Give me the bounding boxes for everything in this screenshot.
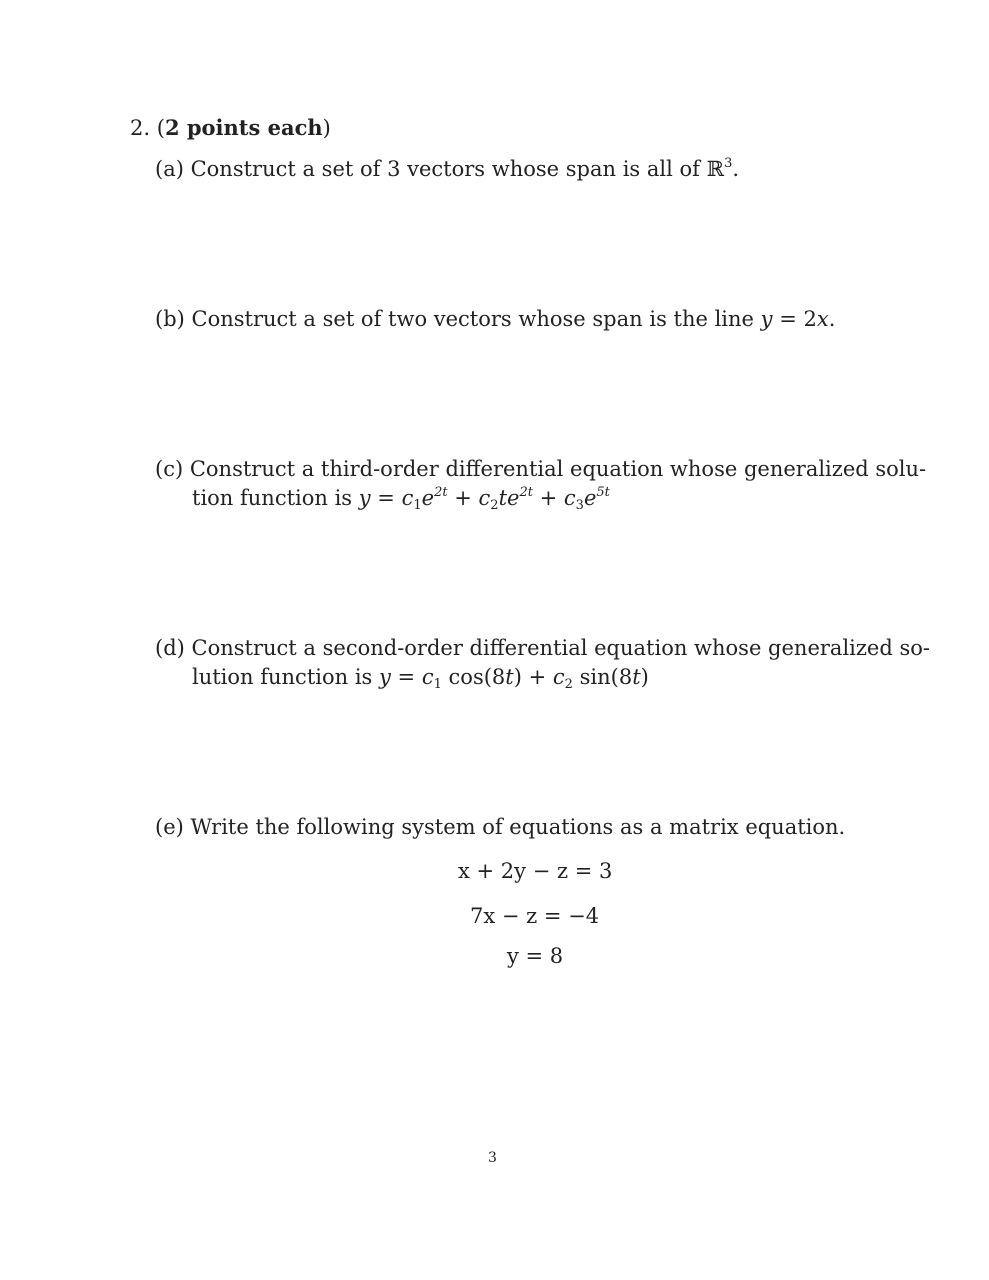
part-d-eq: = <box>390 665 422 689</box>
part-c-e1: e <box>421 486 435 510</box>
part-c-plus1: + <box>447 486 479 510</box>
reals-symbol: ℝ <box>706 157 725 181</box>
part-d-close2: ) <box>640 665 649 689</box>
part-d-line1 <box>155 638 930 659</box>
part-b-y: y <box>760 307 773 331</box>
part-d-c1: c <box>421 665 434 689</box>
part-d-label: (d) <box>155 636 185 660</box>
part-b-label: (b) <box>155 307 185 331</box>
part-c-plus2: + <box>532 486 564 510</box>
part-b-text: Construct a set of two vectors whose span is the line <box>191 307 761 331</box>
part-a <box>155 156 740 181</box>
part-c-c3: c <box>563 486 576 510</box>
part-b-rel: = 2 <box>772 307 817 331</box>
part-d-close1: ) + <box>513 665 553 689</box>
part-c-c2-sub: 2 <box>490 498 499 513</box>
part-c-text2: tion function is <box>192 486 359 510</box>
part-c-line1 <box>155 459 926 480</box>
part-c-te2: te <box>498 486 520 510</box>
part-c-c3-sub: 3 <box>575 498 584 513</box>
reals-exponent: 3 <box>724 156 733 171</box>
points-open: ( <box>156 116 165 140</box>
part-b <box>155 309 835 330</box>
part-d-y: y <box>379 665 391 689</box>
part-c-c1-sub: 1 <box>413 498 422 513</box>
equation-2: 7x − z = −4 <box>470 904 600 928</box>
problem-header <box>130 117 331 139</box>
points-close: ) <box>322 116 331 140</box>
part-b-end: . <box>828 307 836 331</box>
part-b-x: x <box>816 307 829 331</box>
part-a-text: Construct a set of 3 vectors whose span is all of <box>190 157 707 181</box>
part-d-line2 <box>192 665 649 692</box>
equation-3: y = 8 <box>507 944 564 968</box>
part-c-line2 <box>192 485 610 513</box>
part-c-y: y <box>358 486 371 510</box>
part-d-sin: sin(8 <box>572 665 633 689</box>
part-c-eq: = <box>370 486 402 510</box>
part-e-label: (e) <box>155 815 184 839</box>
part-c-e3: e <box>583 486 597 510</box>
part-a-end: . <box>732 157 740 181</box>
part-c-e3-sup: 5t <box>596 485 610 500</box>
page-number: 3 <box>488 1150 497 1166</box>
part-c-label: (c) <box>155 457 184 481</box>
part-c-c2: c <box>478 486 491 510</box>
part-d-cos: cos(8 <box>441 665 506 689</box>
part-d-t1: t <box>505 665 514 689</box>
part-d-c2-sub: 2 <box>564 677 573 692</box>
part-a-label: (a) <box>155 157 184 181</box>
points-label: 2 points each <box>164 115 323 140</box>
part-c-te2-sup: 2t <box>519 485 533 500</box>
part-d-c2: c <box>552 665 565 689</box>
part-d-text: Construct a second-order differential equation whose generalized so- <box>191 636 930 660</box>
part-e <box>155 817 845 838</box>
part-e-text: Write the following system of equations as a matrix equation. <box>190 815 846 839</box>
equation-1: x + 2y − z = 3 <box>458 859 613 883</box>
part-d-t2: t <box>632 665 641 689</box>
problem-number: 2. <box>130 116 151 140</box>
part-c-c1: c <box>401 486 414 510</box>
part-c-e1-sup: 2t <box>434 485 448 500</box>
part-d-c1-sub: 1 <box>433 677 442 692</box>
part-c-text: Construct a third-order differential equation whose generalized solu- <box>189 457 927 481</box>
part-d-text2: lution function is <box>192 665 379 689</box>
